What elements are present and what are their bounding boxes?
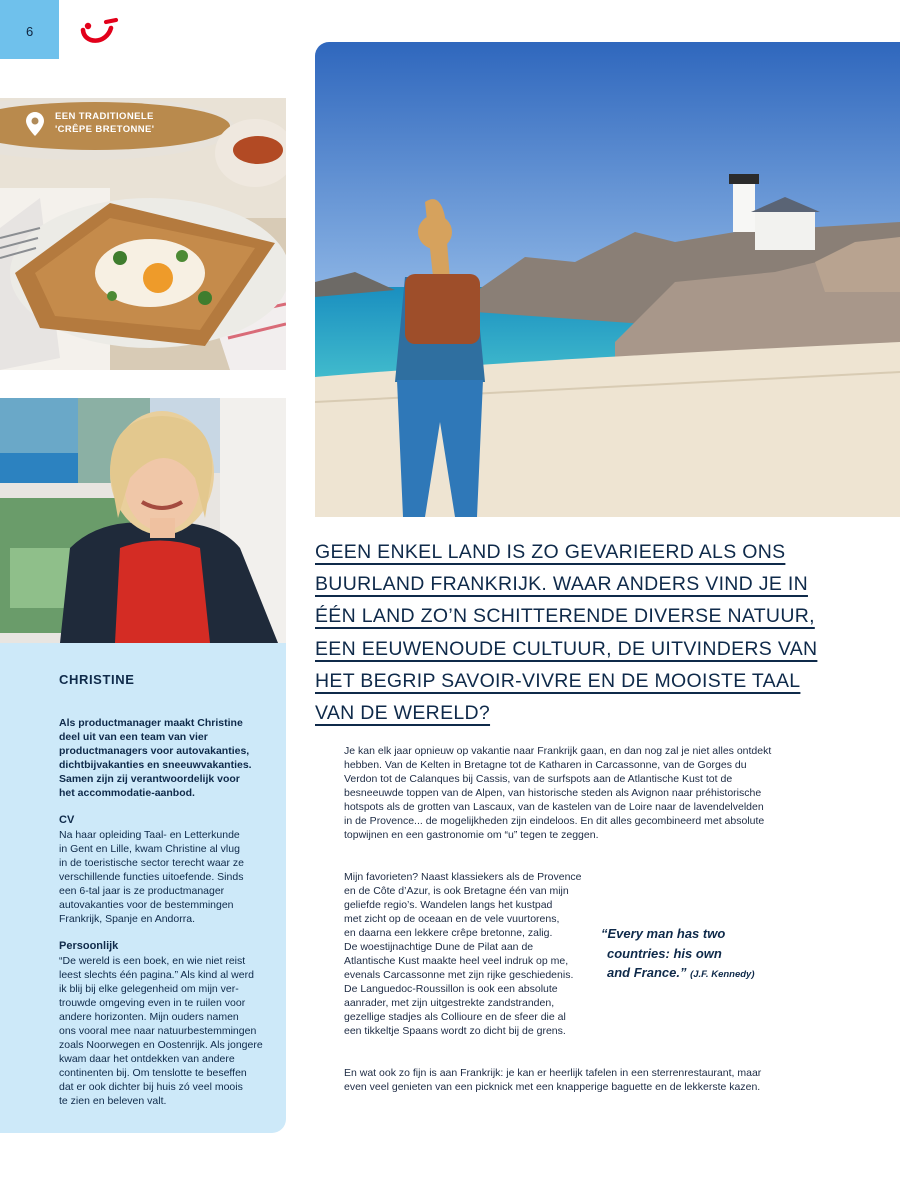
cv-line: verschillende functies uitoefende. Sinds xyxy=(59,871,244,883)
paragraph-line: evenals Carcassonne met zijn rijke geschiedenis. xyxy=(344,969,574,981)
paragraph-line: met zicht op de oceaan en de vele vuurtorens, xyxy=(344,913,560,925)
crepe-photo xyxy=(0,98,286,370)
page-number: 6 xyxy=(26,24,34,39)
pull-quote xyxy=(601,924,801,985)
tui-logo xyxy=(80,17,120,47)
paragraph-line: een tikkeltje Spaans wordt zo dicht bij de grens. xyxy=(344,1025,566,1037)
intro-paragraph xyxy=(344,744,771,842)
quote-line: “Every man has two xyxy=(601,926,726,941)
paragraph-line: hebben. Van de Kelten in Bretagne tot de Katharen in Carcassonne, van de Gorges du xyxy=(344,759,747,771)
headline-line: VAN DE WERELD? xyxy=(315,702,491,725)
paragraph-line: Mijn favorieten? Naast klassiekers als de Provence xyxy=(344,871,582,883)
paragraph-line: De woestijnachtige Dune de Pilat aan de xyxy=(344,941,534,953)
headline-line: ÉÉN LAND ZO’N SCHITTERENDE DIVERSE NATUUR, xyxy=(315,605,815,628)
personal-line: dat er ook dichter bij huis zó veel moois xyxy=(59,1081,243,1093)
profile-intro-line: Samen zijn zij verantwoordelijk voor xyxy=(59,773,240,785)
personal-line: kwam daar het ontdekken van andere xyxy=(59,1053,235,1065)
favorites-paragraph xyxy=(344,870,582,1038)
paragraph-line: in de Provence... de mogelijkheden zijn eindeloos. En dit alles gecombineerd met absolute xyxy=(344,815,765,827)
paragraph-line: gezellige stadjes als Collioure en de sfeer die al xyxy=(344,1011,566,1023)
personal-line: continenten bij. Om tenslotte te beseffen xyxy=(59,1067,247,1079)
profile-intro-line: deel uit van een team van vier xyxy=(59,731,208,743)
quote-author: (J.F. Kennedy) xyxy=(690,969,755,980)
cv-line: Frankrijk, Spanje en Andorra. xyxy=(59,913,195,925)
personal-heading: Persoonlijk xyxy=(59,940,119,952)
personal-line: trouwde omgeving even in te ruilen voor xyxy=(59,997,246,1009)
paragraph-line: besneeuwde toppen van de Alpen, van historische steden als Avignon naar préhistorische xyxy=(344,787,762,799)
cv-heading: CV xyxy=(59,814,75,826)
paragraph-line: En wat ook zo fijn is aan Frankrijk: je kan er heerlijk tafelen in een sterrenrestaurant, maar xyxy=(344,1067,762,1079)
paragraph-line: De Languedoc-Roussillon is ook een absolute xyxy=(344,983,558,995)
paragraph-line: Verdon tot de Calanques bij Cassis, van de surfspots aan de Atlantische Kust tot de xyxy=(344,773,733,785)
paragraph-line: Atlantische Kust maakte heel veel indruk op me, xyxy=(344,955,569,967)
profile-intro-line: het accommodatie-aanbod. xyxy=(59,787,195,799)
cv-line: een 6-tal jaar is ze productmanager xyxy=(59,885,225,897)
cv-line: autovakanties voor de bestemmingen xyxy=(59,899,234,911)
cv-line: in Gent en Lille, kwam Christine al vlug xyxy=(59,843,240,855)
profile-name: CHRISTINE xyxy=(59,672,135,687)
crepe-caption-line: 'CRÊPE BRETONNE' xyxy=(55,124,155,135)
paragraph-line: aanrader, met zijn uitgestrekte zandstranden, xyxy=(344,997,555,1009)
christine-portrait-photo xyxy=(0,398,286,643)
personal-body xyxy=(59,954,274,1108)
cv-line: in de toeristische sector terecht waar ze xyxy=(59,857,245,869)
paragraph-line: hotspots als de grotten van Lascaux, van de kastelen van de Loire naar de lavendelvelden xyxy=(344,801,764,813)
quote-line: countries: his own xyxy=(607,945,722,961)
paragraph-line: Je kan elk jaar opnieuw op vakantie naar Frankrijk gaan, en dan nog zal je niet alles ontdekt xyxy=(344,745,772,757)
headline-line: GEEN ENKEL LAND IS ZO GEVARIEERD ALS ONS xyxy=(315,541,786,563)
profile-intro xyxy=(59,716,269,800)
profile-intro-line: dichtbijvakanties en sneeuwvakanties. xyxy=(59,759,252,771)
personal-line: ik blij bij elke gelegenheid om mijn ver- xyxy=(59,983,239,995)
headline-line: BUURLAND FRANKRIJK. WAAR ANDERS VIND JE IN xyxy=(315,573,808,596)
personal-line: andere horizonten. Mijn ouders namen xyxy=(59,1011,239,1023)
cv-line: Na haar opleiding Taal- en Letterkunde xyxy=(59,829,240,841)
paragraph-line: en daarna een lekkere crêpe bretonne, zalig. xyxy=(344,927,553,939)
paragraph-line: even veel genieten van een picknick met een knapperige baguette en de lekkerste kazen. xyxy=(344,1081,761,1093)
profile-intro-line: Als productmanager maakt Christine xyxy=(59,717,243,729)
closing-paragraph xyxy=(344,1066,761,1094)
headline-line: EEN EEUWENOUDE CULTUUR, DE UITVINDERS VAN xyxy=(315,637,818,660)
personal-line: leest slechts één pagina.” Als kind al werd xyxy=(59,969,254,981)
location-pin-icon xyxy=(26,112,44,136)
paragraph-line: topwijnen en een gastronomie om “u” tegen te zeggen. xyxy=(344,829,599,841)
personal-line: te zien en beleven valt. xyxy=(59,1095,167,1107)
personal-line: zoals Noorwegen en Oostenrijk. Als jongere xyxy=(59,1039,263,1051)
personal-line: “De wereld is een boek, en wie niet reist xyxy=(59,955,246,967)
profile-intro-line: productmanagers voor autovakanties, xyxy=(59,745,250,757)
article-headline xyxy=(315,536,818,729)
paragraph-line: en de Côte d’Azur, is ook Bretagne één van mijn xyxy=(344,885,569,897)
crepe-caption-line: EEN TRADITIONELE xyxy=(55,111,154,122)
cv-body xyxy=(59,828,274,926)
brittany-beach-photo xyxy=(315,42,900,517)
crepe-caption xyxy=(26,110,154,136)
headline-line: HET BEGRIP SAVOIR-VIVRE EN DE MOOISTE TAAL xyxy=(315,669,801,692)
paragraph-line: geliefde regio’s. Wandelen langs het kustpad xyxy=(344,899,553,911)
personal-line: ons vooral mee naar natuurbestemmingen xyxy=(59,1025,257,1037)
quote-line: and France.” xyxy=(607,965,687,980)
